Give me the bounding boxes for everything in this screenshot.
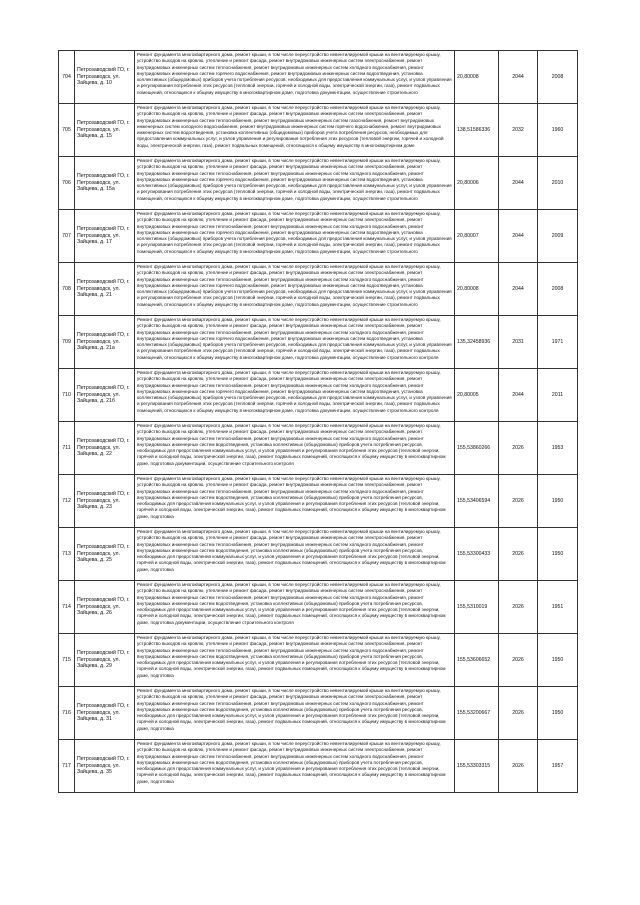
cost-value-cell: 155,53606652 <box>455 634 499 687</box>
work-list-text: Ремонт фундамента многоквартирного дома, ремонт крыши, в том числе переустройство невентилируемой крыши на вентилируемую крышу, устройство выходов на кровлю, утепление и ремонт фасада, ремонт внутридомовых инженерных систем электроснабжения, ремонт внутридомовых инженерных систем теплоснабжения, ремонт внутридомовых инженерных систем холодного водоснабжения, ремонт внутридомовых инженерных систем горячего водоснабжения, ремонт внутридомовых инженерных систем водоотведения, установка коллективных (общедомовых) приборов учета потребления ресурсов, необходимых для предоставления коммунальных услуг, и узлов управления и регулирования потребления этих ресурсов (тепловой энергии, горячей и холодной воды, электрической энергии, газа), ремонт подвальных помещений, относящихся к общему имуществу в многоквартирном доме, подготовка документации, осуществление строительного контроля <box>137 370 452 413</box>
work-list-text: Ремонт фундамента многоквартирного дома, ремонт крыши, в том числе переустройство невентилируемой крыши на вентилируемую крышу, устройство выходов на кровлю, утепление и ремонт фасада, ремонт внутридомовых инженерных систем электроснабжения, ремонт внутридомовых инженерных систем теплоснабжения, ремонт внутридомовых инженерных систем холодного водоснабжения, ремонт внутридомовых инженерных систем горячего водоснабжения, ремонт внутридомовых инженерных систем водоотведения, установка коллективных (общедомовых) приборов учета потребления ресурсов, необходимых для предоставления коммунальных услуг, и узлов управления и регулирования потребления этих ресурсов (тепловой энергии, горячей и холодной воды, электрической энергии, газа), ремонт подвальных помещений, относящихся к общему имуществу в многоквартирном доме, подготовка документации, осуществление строительного контроля <box>137 317 452 360</box>
work-list-text: Ремонт фундамента многоквартирного дома, ремонт крыши, в том числе переустройство невентилируемой крыши на вентилируемую крышу, устройство выходов на кровлю, утепление и ремонт фасада, ремонт внутридомовых инженерных систем электроснабжения, ремонт внутридомовых инженерных систем теплоснабжения, ремонт внутридомовых инженерных систем холодного водоснабжения, ремонт внутридомовых инженерных систем горячего водоснабжения, ремонт внутридомовых инженерных систем водоотведения, установка коллективных (общедомовых) приборов учета потребления ресурсов, необходимых для предоставления коммунальных услуг, и узлов управления и регулирования потребления этих ресурсов (тепловой энергии, горячей и холодной воды, электрической энергии, газа), ремонт подвальных помещений, относящихся к общему имуществу в многоквартирном доме, подготовка документации, осуществление строительного <box>137 52 452 95</box>
work-list-text: Ремонт фундамента многоквартирного дома, ремонт крыши, в том числе переустройство невентилируемой крыши на вентилируемую крышу, устройство выходов на кровлю, утепление и ремонт фасада, ремонт внутридомовых инженерных систем электроснабжения, ремонт внутридомовых инженерных систем теплоснабжения, ремонт внутридомовых инженерных систем холодного водоснабжения, ремонт внутридомовых инженерных систем водоотведения, установка коллективных (общедомовых) приборов учета потребления ресурсов, необходимых для предоставления коммунальных услуг, и узлов управления и регулирования потребления этих ресурсов (тепловой энергии, горячей и холодной воды, электрической энергии, газа), ремонт подвальных помещений, относящихся к общему имуществу в многоквартирном доме, подготовка <box>137 688 446 731</box>
table-row <box>59 157 578 210</box>
build-year-cell: 1960 <box>538 104 578 157</box>
plan-year-cell: 2026 <box>499 581 538 634</box>
cost-value-cell: 20,80006 <box>455 157 499 210</box>
work-list-text: Ремонт фундамента многоквартирного дома, ремонт крыши, в том числе переустройство невентилируемой крыши на вентилируемую крышу, устройство выходов на кровлю, утепление и ремонт фасада, ремонт внутридомовых инженерных систем электроснабжения, ремонт внутридомовых инженерных систем теплоснабжения, ремонт внутридомовых инженерных систем холодного водоснабжения, ремонт внутридомовых инженерных систем горячего водоснабжения, ремонт внутридомовых инженерных систем водоотведения, установка коллективных (общедомовых) приборов учета потребления ресурсов, необходимых для предоставления коммунальных услуг, и узлов управления и регулирования потребления этих ресурсов (тепловой энергии, горячей и холодной воды, электрической энергии, газа), ремонт подвальных помещений, относящихся к общему имуществу в многоквартирном доме, подготовка документации, осуществление строительного <box>137 158 452 201</box>
address-cell: Петрозаводский ГО, г. Петрозаводск, ул. Зайцева, д. 17 <box>75 210 135 263</box>
build-year-cell: 1950 <box>538 687 578 740</box>
build-year-cell: 1950 <box>538 475 578 528</box>
cost-value-cell: 155,5310019 <box>455 581 499 634</box>
table-row <box>59 634 578 687</box>
table-row <box>59 369 578 422</box>
work-list-cell <box>135 104 455 157</box>
plan-year-cell: 2044 <box>499 263 538 316</box>
row-number: 715 <box>59 634 75 687</box>
cost-value-cell: 20,80008 <box>455 51 499 104</box>
build-year-cell: 1953 <box>538 422 578 475</box>
build-year-cell: 1950 <box>538 528 578 581</box>
address-cell: Петрозаводский ГО, г. Петрозаводск, ул. Зайцева, д. 21а <box>75 316 135 369</box>
address-cell: Петрозаводский ГО, г. Петрозаводск, ул. Зайцева, д. 10 <box>75 51 135 104</box>
build-year-cell: 2010 <box>538 157 578 210</box>
table-row <box>59 263 578 316</box>
plan-year-cell: 2031 <box>499 316 538 369</box>
row-number: 716 <box>59 687 75 740</box>
work-list-cell <box>135 316 455 369</box>
cost-value-cell: 20,80005 <box>455 369 499 422</box>
plan-year-cell: 2044 <box>499 157 538 210</box>
plan-year-cell: 2044 <box>499 51 538 104</box>
address-cell: Петрозаводский ГО, г. Петрозаводск, ул. Зайцева, д. 26 <box>75 581 135 634</box>
cost-value-cell: 20,80007 <box>455 210 499 263</box>
plan-year-cell: 2026 <box>499 687 538 740</box>
work-list-text: Ремонт фундамента многоквартирного дома, ремонт крыши, в том числе переустройство невентилируемой крыши на вентилируемую крышу, устройство выходов на кровлю, утепление и ремонт фасада, ремонт внутридомовых инженерных систем электроснабжения, ремонт внутридомовых инженерных систем теплоснабжения, ремонт внутридомовых инженерных систем холодного водоснабжения, ремонт внутридомовых инженерных систем горячего водоснабжения, ремонт внутридомовых инженерных систем водоотведения, установка коллективных (общедомовых) приборов учета потребления ресурсов, необходимых для предоставления коммунальных услуг, и узлов управления и регулирования потребления этих ресурсов (тепловой энергии, горячей и холодной воды, электрической энергии, газа), ремонт подвальных помещений, относящихся к общему имуществу в многоквартирном доме, подготовка документации, осуществление строительного <box>137 264 452 307</box>
build-year-cell: 2009 <box>538 210 578 263</box>
table-row <box>59 104 578 157</box>
row-number: 710 <box>59 369 75 422</box>
work-list-cell <box>135 581 455 634</box>
row-number: 705 <box>59 104 75 157</box>
table-row <box>59 316 578 369</box>
address-cell: Петрозаводский ГО, г. Петрозаводск, ул. Зайцева, д. 15а <box>75 157 135 210</box>
row-number: 709 <box>59 316 75 369</box>
row-number: 713 <box>59 528 75 581</box>
build-year-cell: 2008 <box>538 51 578 104</box>
build-year-cell: 2008 <box>538 263 578 316</box>
work-list-cell <box>135 475 455 528</box>
work-list-cell <box>135 687 455 740</box>
plan-year-cell: 2044 <box>499 210 538 263</box>
cost-value-cell: 20,80008 <box>455 263 499 316</box>
work-list-cell <box>135 210 455 263</box>
table-row <box>59 740 578 793</box>
work-list-cell <box>135 740 455 793</box>
plan-year-cell: 2026 <box>499 422 538 475</box>
address-cell: Петрозаводский ГО, г. Петрозаводск, ул. Зайцева, д. 31 <box>75 687 135 740</box>
build-year-cell: 2011 <box>538 369 578 422</box>
address-cell: Петрозаводский ГО, г. Петрозаводск, ул. Зайцева, д. 21б <box>75 369 135 422</box>
address-cell: Петрозаводский ГО, г. Петрозаводск, ул. Зайцева, д. 21 <box>75 263 135 316</box>
cost-value-cell: 155,53200667 <box>455 687 499 740</box>
build-year-cell: 1951 <box>538 581 578 634</box>
row-number: 712 <box>59 475 75 528</box>
address-cell: Петрозаводский ГО, г. Петрозаводск, ул. Зайцева, д. 25 <box>75 528 135 581</box>
work-list-text: Ремонт фундамента многоквартирного дома, ремонт крыши, в том числе переустройство невентилируемой крыши на вентилируемую крышу, устройство выходов на кровлю, утепление и ремонт фасада, ремонт внутридомовых инженерных систем электроснабжения, ремонт внутридомовых инженерных систем теплоснабжения, ремонт внутридомовых инженерных систем холодного водоснабжения, ремонт внутридомовых инженерных систем водоотведения, установка коллективных (общедомовых) приборов учета потребления ресурсов, необходимых для предоставления коммунальных услуг, и узлов управления и регулирования потребления этих ресурсов (тепловой энергии, горячей и холодной воды, электрической энергии, газа), ремонт подвальных помещений, относящихся к общему имуществу в многоквартирном доме, подготовка документации, осуществление строительного контроля <box>137 423 446 466</box>
work-list-text: Ремонт фундамента многоквартирного дома, ремонт крыши, в том числе переустройство невентилируемой крыши на вентилируемую крышу, устройство выходов на кровлю, утепление и ремонт фасада, ремонт внутридомовых инженерных систем электроснабжения, ремонт внутридомовых инженерных систем теплоснабжения, ремонт внутридомовых инженерных систем холодного водоснабжения, ремонт внутридомовых инженерных систем водоотведения, установка коллективных (общедомовых) приборов учета потребления ресурсов, необходимых для предоставления коммунальных услуг, и узлов управления и регулирования потребления этих ресурсов (тепловой энергии, горячей и холодной воды, электрической энергии, газа), ремонт подвальных помещений, относящихся к общему имуществу в многоквартирном доме, подготовка <box>137 741 446 784</box>
table-row <box>59 51 578 104</box>
work-list-text: Ремонт фундамента многоквартирного дома, ремонт крыши, в том числе переустройство невентилируемой крыши на вентилируемую крышу, устройство выходов на кровлю, утепление и ремонт фасада, ремонт внутридомовых инженерных систем электроснабжения, ремонт внутридомовых инженерных систем теплоснабжения, ремонт внутридомовых инженерных систем холодного водоснабжения, ремонт внутридомовых инженерных систем водоотведения, установка коллективных (общедомовых) приборов учета потребления ресурсов, необходимых для предоставления коммунальных услуг, и узлов управления и регулирования потребления этих ресурсов (тепловой энергии, горячей и холодной воды, электрической энергии, газа), ремонт подвальных помещений, относящихся к общему имуществу в многоквартирном доме, подготовка <box>137 476 446 519</box>
row-number: 706 <box>59 157 75 210</box>
capital-repair-table <box>58 50 578 793</box>
table-row <box>59 581 578 634</box>
address-cell: Петрозаводский ГО, г. Петрозаводск, ул. Зайцева, д. 22 <box>75 422 135 475</box>
plan-year-cell: 2026 <box>499 528 538 581</box>
work-list-text: Ремонт фундамента многоквартирного дома, ремонт крыши, в том числе переустройство невентилируемой крыши на вентилируемую крышу, устройство выходов на кровлю, утепление и ремонт фасада, ремонт внутридомовых инженерных систем электроснабжения, ремонт внутридомовых инженерных систем теплоснабжения, ремонт внутридомовых инженерных систем холодного водоснабжения, ремонт внутридомовых инженерных систем водоотведения, установка коллективных (общедомовых) приборов учета потребления ресурсов, необходимых для предоставления коммунальных услуг, и узлов управления и регулирования потребления этих ресурсов (тепловой энергии, горячей и холодной воды, электрической энергии, газа), ремонт подвальных помещений, относящихся к общему имуществу в многоквартирном доме, подготовка <box>137 529 446 572</box>
work-list-cell <box>135 51 455 104</box>
work-list-cell <box>135 263 455 316</box>
table-row <box>59 210 578 263</box>
address-cell: Петрозаводский ГО, г. Петрозаводск, ул. Зайцева, д. 15 <box>75 104 135 157</box>
work-list-cell <box>135 157 455 210</box>
cost-value-cell: 155,53406594 <box>455 475 499 528</box>
document-page <box>58 50 577 793</box>
address-cell: Петрозаводский ГО, г. Петрозаводск, ул. Зайцева, д. 35 <box>75 740 135 793</box>
plan-year-cell: 2026 <box>499 475 538 528</box>
row-number: 708 <box>59 263 75 316</box>
row-number: 711 <box>59 422 75 475</box>
cost-value-cell: 155,53860266 <box>455 422 499 475</box>
work-list-text: Ремонт фундамента многоквартирного дома, ремонт крыши, в том числе переустройство невентилируемой крыши на вентилируемую крышу, устройство выходов на кровлю, утепление и ремонт фасада, ремонт внутридомовых инженерных систем электроснабжения, ремонт внутридомовых инженерных систем теплоснабжения, ремонт внутридомовых инженерных систем газоснабжения, ремонт внутридомовых инженерных систем холодного водоснабжения, ремонт внутридомовых инженерных систем горячего водоснабжения, ремонт внутридомовых инженерных систем водоотведения, установка коллективных (общедомовых) приборов учета потребления ресурсов, необходимых для предоставления коммунальных услуг, и узлов управления и регулирования потребления этих ресурсов (тепловой энергии, горячей и холодной воды, электрической энергии, газа), ремонт подвальных помещений, относящихся к общему имуществу в многоквартирном доме <box>137 105 444 148</box>
table-row <box>59 422 578 475</box>
row-number: 714 <box>59 581 75 634</box>
work-list-cell <box>135 369 455 422</box>
cost-value-cell: 138,51586336 <box>455 104 499 157</box>
table-body <box>59 51 578 793</box>
address-cell: Петрозаводский ГО, г. Петрозаводск, ул. Зайцева, д. 29 <box>75 634 135 687</box>
cost-value-cell: 155,53300433 <box>455 528 499 581</box>
plan-year-cell: 2032 <box>499 104 538 157</box>
cost-value-cell: 155,53303315 <box>455 740 499 793</box>
work-list-cell <box>135 422 455 475</box>
work-list-text: Ремонт фундамента многоквартирного дома, ремонт крыши, в том числе переустройство невентилируемой крыши на вентилируемую крышу, устройство выходов на кровлю, утепление и ремонт фасада, ремонт внутридомовых инженерных систем электроснабжения, ремонт внутридомовых инженерных систем теплоснабжения, ремонт внутридомовых инженерных систем холодного водоснабжения, ремонт внутридомовых инженерных систем горячего водоснабжения, ремонт внутридомовых инженерных систем водоотведения, установка коллективных (общедомовых) приборов учета потребления ресурсов, необходимых для предоставления коммунальных услуг, и узлов управления и регулирования потребления этих ресурсов (тепловой энергии, горячей и холодной воды, электрической энергии, газа), ремонт подвальных помещений, относящихся к общему имуществу в многоквартирном доме, подготовка документации, осуществление строительного <box>137 211 452 254</box>
table-row <box>59 528 578 581</box>
work-list-text: Ремонт фундамента многоквартирного дома, ремонт крыши, в том числе переустройство невентилируемой крыши на вентилируемую крышу, устройство выходов на кровлю, утепление и ремонт фасада, ремонт внутридомовых инженерных систем электроснабжения, ремонт внутридомовых инженерных систем теплоснабжения, ремонт внутридомовых инженерных систем холодного водоснабжения, ремонт внутридомовых инженерных систем водоотведения, установка коллективных (общедомовых) приборов учета потребления ресурсов, необходимых для предоставления коммунальных услуг, и узлов управления и регулирования потребления этих ресурсов (тепловой энергии, горячей и холодной воды, электрической энергии, газа), ремонт подвальных помещений, относящихся к общему имуществу в многоквартирном доме, подготовка документации, осуществление строительного контроля <box>137 582 446 625</box>
row-number: 707 <box>59 210 75 263</box>
row-number: 717 <box>59 740 75 793</box>
work-list-cell <box>135 528 455 581</box>
work-list-cell <box>135 634 455 687</box>
cost-value-cell: 135,32458936 <box>455 316 499 369</box>
table-row <box>59 475 578 528</box>
build-year-cell: 1957 <box>538 740 578 793</box>
address-cell: Петрозаводский ГО, г. Петрозаводск, ул. Зайцева, д. 23 <box>75 475 135 528</box>
build-year-cell: 1971 <box>538 316 578 369</box>
plan-year-cell: 2044 <box>499 369 538 422</box>
plan-year-cell: 2026 <box>499 740 538 793</box>
plan-year-cell: 2026 <box>499 634 538 687</box>
build-year-cell: 1950 <box>538 634 578 687</box>
work-list-text: Ремонт фундамента многоквартирного дома, ремонт крыши, в том числе переустройство невентилируемой крыши на вентилируемую крышу, устройство выходов на кровлю, утепление и ремонт фасада, ремонт внутридомовых инженерных систем электроснабжения, ремонт внутридомовых инженерных систем теплоснабжения, ремонт внутридомовых инженерных систем холодного водоснабжения, ремонт внутридомовых инженерных систем водоотведения, установка коллективных (общедомовых) приборов учета потребления ресурсов, необходимых для предоставления коммунальных услуг, и узлов управления и регулирования потребления этих ресурсов (тепловой энергии, горячей и холодной воды, электрической энергии, газа), ремонт подвальных помещений, относящихся к общему имуществу в многоквартирном доме, подготовка <box>137 635 446 678</box>
row-number: 704 <box>59 51 75 104</box>
table-row <box>59 687 578 740</box>
